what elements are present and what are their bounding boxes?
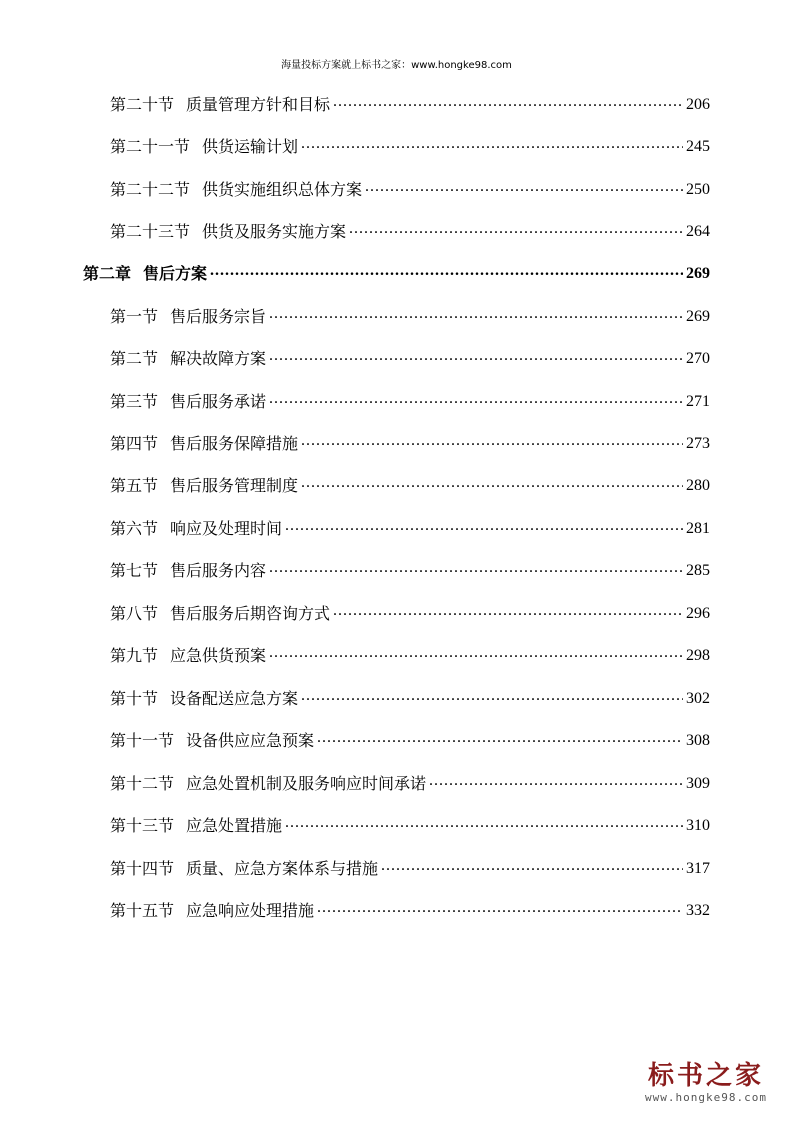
toc-entry-number: 第十四节	[110, 859, 175, 878]
toc-entry-number: 第二十节	[110, 95, 175, 114]
toc-leader-dots	[269, 389, 683, 409]
toc-entry-number: 第四节	[110, 434, 159, 453]
toc-entry-number: 第二十二节	[110, 180, 191, 199]
toc-entry[interactable]	[110, 764, 710, 794]
toc-entry-number: 第一节	[110, 307, 159, 326]
toc-entry-title: 售后服务宗旨	[170, 307, 267, 326]
toc-entry-title: 应急处置措施	[186, 816, 283, 835]
toc-entry-page: 298	[686, 647, 710, 664]
toc-entry-page: 310	[686, 817, 710, 834]
toc-entry[interactable]	[110, 127, 710, 157]
toc-entry-page: 273	[686, 435, 710, 452]
toc-entry-number: 第十节	[110, 689, 159, 708]
toc-entry-title: 供货及服务实施方案	[202, 222, 347, 241]
toc-leader-dots	[269, 643, 683, 663]
toc-entry-title: 解决故障方案	[170, 349, 267, 368]
toc-leader-dots	[301, 473, 683, 493]
toc-leader-dots	[301, 431, 683, 451]
brand-logo	[641, 1061, 771, 1104]
toc-entry-page: 332	[686, 902, 710, 919]
brand-logo-url: www.hongke98.com	[645, 1091, 767, 1104]
toc-entry[interactable]	[110, 679, 710, 709]
toc-entry-title: 应急供货预案	[170, 646, 267, 665]
toc-entry-number: 第十三节	[110, 816, 175, 835]
toc-entry-number: 第十五节	[110, 901, 175, 920]
toc-entry-page: 269	[686, 308, 710, 325]
toc-leader-dots	[317, 898, 683, 918]
toc-entry-number: 第九节	[110, 646, 159, 665]
toc-entry[interactable]	[110, 594, 710, 624]
toc-entry-number: 第二十一节	[110, 137, 191, 156]
toc-entry-page: 269	[686, 265, 710, 282]
toc-entry-number: 第十二节	[110, 774, 175, 793]
toc-leader-dots	[285, 813, 683, 833]
toc-entry-number: 第六节	[110, 519, 159, 538]
toc-entry-title: 设备配送应急方案	[170, 689, 299, 708]
toc-entry-page: 296	[686, 605, 710, 622]
toc-entry-number: 第七节	[110, 561, 159, 580]
toc-entry-page: 281	[686, 520, 710, 537]
toc-entry[interactable]	[110, 297, 710, 327]
toc-entry-page: 302	[686, 690, 710, 707]
toc-entry-title: 响应及处理时间	[170, 519, 283, 538]
toc-entry-title: 售后服务保障措施	[170, 434, 299, 453]
toc-entry[interactable]	[110, 424, 710, 454]
toc-entry-number: 第五节	[110, 476, 159, 495]
toc-entry[interactable]	[110, 891, 710, 921]
toc-leader-dots	[365, 177, 683, 197]
toc-entry[interactable]	[110, 339, 710, 369]
toc-entry-page: 271	[686, 393, 710, 410]
toc-entry-page: 250	[686, 181, 710, 198]
toc-entry-title: 设备供应应急预案	[186, 731, 315, 750]
toc-entry-page: 270	[686, 350, 710, 367]
toc-entry[interactable]	[110, 849, 710, 879]
toc-entry-page: 206	[686, 96, 710, 113]
toc-leader-dots	[301, 134, 683, 154]
toc-entry[interactable]	[110, 636, 710, 666]
toc-chapter-entry[interactable]	[83, 254, 710, 284]
toc-entry[interactable]	[110, 466, 710, 496]
toc-entry-page: 280	[686, 477, 710, 494]
toc-leader-dots	[269, 558, 683, 578]
toc-leader-dots	[333, 92, 683, 112]
toc-entry[interactable]	[110, 85, 710, 115]
toc-entry-title: 售后方案	[143, 264, 208, 283]
toc-entry[interactable]	[110, 170, 710, 200]
toc-leader-dots	[333, 601, 683, 621]
toc-entry-title: 应急处置机制及服务响应时间承诺	[186, 774, 427, 793]
toc-leader-dots	[269, 346, 683, 366]
toc-entry-title: 供货实施组织总体方案	[202, 180, 363, 199]
toc-leader-dots	[381, 856, 683, 876]
toc-entry-title: 质量管理方针和目标	[186, 95, 331, 114]
toc-entry[interactable]	[110, 806, 710, 836]
toc-entry-page: 308	[686, 732, 710, 749]
toc-entry[interactable]	[110, 509, 710, 539]
toc-entry[interactable]	[110, 721, 710, 751]
brand-logo-name: 标书之家	[647, 1061, 764, 1091]
toc-entry-number: 第十一节	[110, 731, 175, 750]
toc-leader-dots	[429, 771, 683, 791]
toc-entry-page: 285	[686, 562, 710, 579]
toc-entry-title: 售后服务后期咨询方式	[170, 604, 331, 623]
toc-entry-page: 264	[686, 223, 710, 240]
toc-entry-title: 售后服务承诺	[170, 392, 267, 411]
toc-entry-title: 应急响应处理措施	[186, 901, 315, 920]
toc-entry-page: 245	[686, 138, 710, 155]
page-header: 海量投标方案就上标书之家：www.hongke98.com	[281, 60, 512, 71]
toc-entry-title: 供货运输计划	[202, 137, 299, 156]
toc-entry-number: 第八节	[110, 604, 159, 623]
toc-entry-title: 质量、应急方案体系与措施	[186, 859, 379, 878]
toc-entry-number: 第二十三节	[110, 222, 191, 241]
toc-leader-dots	[317, 728, 683, 748]
toc-entry-number: 第三节	[110, 392, 159, 411]
toc-entry-title: 售后服务内容	[170, 561, 267, 580]
toc-leader-dots	[285, 516, 683, 536]
toc-entry-page: 309	[686, 775, 710, 792]
toc-entry-title: 售后服务管理制度	[170, 476, 299, 495]
toc-entry-number: 第二节	[110, 349, 159, 368]
toc-entry[interactable]	[110, 382, 710, 412]
toc-entry-number: 第二章	[83, 264, 132, 283]
toc-entry-page: 317	[686, 860, 710, 877]
toc-leader-dots	[210, 261, 683, 281]
toc-entry[interactable]	[110, 212, 710, 242]
toc-leader-dots	[349, 219, 683, 239]
toc-leader-dots	[301, 686, 683, 706]
toc-entry[interactable]	[110, 551, 710, 581]
toc-leader-dots	[269, 304, 683, 324]
